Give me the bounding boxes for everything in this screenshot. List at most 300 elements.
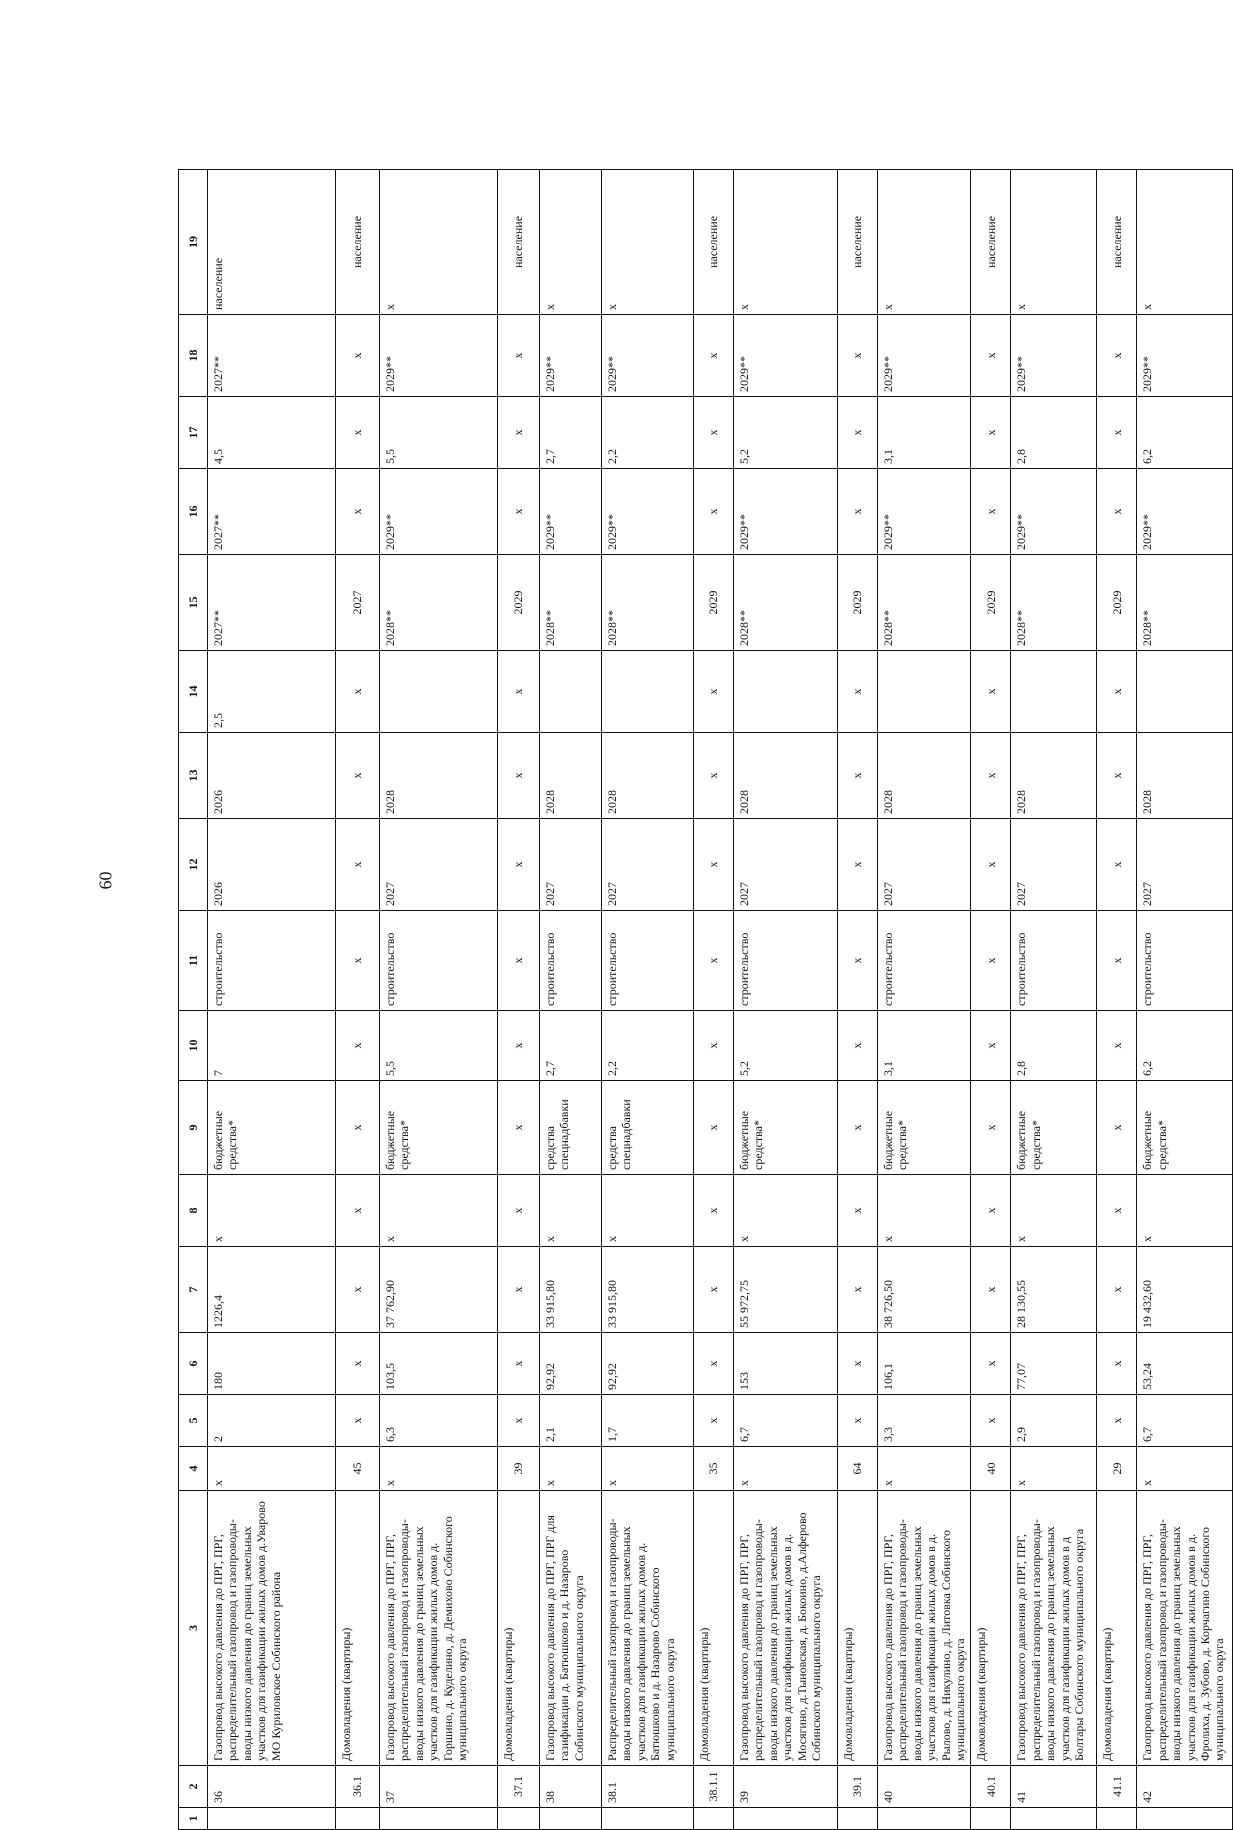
table-cell: x xyxy=(694,1011,734,1081)
table-cell: x xyxy=(971,911,1011,1011)
table-cell: 42 xyxy=(1137,1766,1233,1808)
table-cell: 2029** xyxy=(540,469,602,555)
table-cell: x xyxy=(336,469,380,555)
table-cell: 2028 xyxy=(1011,733,1097,819)
table-cell: 2029** xyxy=(734,469,838,555)
table-cell: 6,7 xyxy=(734,1395,838,1447)
table-cell xyxy=(1011,651,1097,733)
table-cell: x xyxy=(498,1247,540,1333)
table-row xyxy=(602,170,694,1830)
table-cell xyxy=(498,1808,540,1830)
table-cell: x xyxy=(498,469,540,555)
table-cell: x xyxy=(838,1395,878,1447)
table-cell: x xyxy=(694,651,734,733)
table-cell: 55 972,75 xyxy=(734,1247,838,1333)
table-cell: x xyxy=(694,1247,734,1333)
table-cell: x xyxy=(498,651,540,733)
table-cell: x xyxy=(1137,1175,1233,1247)
table-cell: 2,8 xyxy=(1011,1011,1097,1081)
table-cell xyxy=(878,1808,971,1830)
table-cell: x xyxy=(734,1175,838,1247)
table-cell: строительство xyxy=(380,911,498,1011)
table-cell: 2027 xyxy=(1011,819,1097,911)
header-cell-2: 2 xyxy=(179,1766,208,1808)
table-cell: x xyxy=(498,819,540,911)
table-cell: 2028** xyxy=(602,555,694,651)
table-cell: 38 726,50 xyxy=(878,1247,971,1333)
table-cell: x xyxy=(380,170,498,315)
table-row xyxy=(540,170,602,1830)
table-cell: 2029** xyxy=(380,315,498,397)
header-cell-1: 1 xyxy=(179,1808,208,1830)
header-cell-19: 19 xyxy=(179,170,208,315)
table-cell: x xyxy=(694,1333,734,1395)
table-cell: x xyxy=(694,733,734,819)
table-cell: x xyxy=(1097,1333,1137,1395)
table-cell: 2,5 xyxy=(208,651,336,733)
table-cell xyxy=(1137,1808,1233,1830)
table-cell: x xyxy=(838,1011,878,1081)
header-cell-15: 15 xyxy=(179,555,208,651)
table-cell: x xyxy=(878,170,971,315)
table-row xyxy=(694,170,734,1830)
table-cell: 5,2 xyxy=(734,397,838,469)
table-cell: x xyxy=(498,315,540,397)
table-cell xyxy=(602,651,694,733)
table-cell: 6,7 xyxy=(1137,1395,1233,1447)
table-cell: население xyxy=(1097,170,1137,315)
table-cell: x xyxy=(838,1175,878,1247)
table-cell: 28 130,55 xyxy=(1011,1247,1097,1333)
table-body xyxy=(179,170,1233,1830)
table-cell: 29 xyxy=(1097,1447,1137,1491)
table-cell: 2029** xyxy=(540,315,602,397)
table-cell: x xyxy=(1097,1081,1137,1175)
header-cell-3: 3 xyxy=(179,1491,208,1766)
table-cell: 2026 xyxy=(208,819,336,911)
table-cell: население xyxy=(498,170,540,315)
table-cell: 2028** xyxy=(734,555,838,651)
table-cell: население xyxy=(336,170,380,315)
table-cell: x xyxy=(694,315,734,397)
header-cell-8: 8 xyxy=(179,1175,208,1247)
table-cell: 4,5 xyxy=(208,397,336,469)
table-row xyxy=(878,170,971,1830)
table-cell: 35 xyxy=(694,1447,734,1491)
table-cell: 3,1 xyxy=(878,397,971,469)
table-cell: Домовладения (квартиры) xyxy=(838,1491,878,1766)
table-cell xyxy=(878,651,971,733)
table-cell: 2,1 xyxy=(540,1395,602,1447)
header-cell-11: 11 xyxy=(179,911,208,1011)
table-cell: x xyxy=(1011,1447,1097,1491)
table-cell xyxy=(380,1808,498,1830)
table-cell: бюджетные средства* xyxy=(878,1081,971,1175)
table-cell: 39 xyxy=(734,1766,838,1808)
table-cell: строительство xyxy=(602,911,694,1011)
table-cell: x xyxy=(1097,469,1137,555)
table-cell: население xyxy=(694,170,734,315)
table-cell: 7 xyxy=(208,1011,336,1081)
table-cell: 2029** xyxy=(878,315,971,397)
table-cell: x xyxy=(336,1011,380,1081)
table-cell: 2027 xyxy=(734,819,838,911)
table-cell: x xyxy=(540,170,602,315)
table-cell: x xyxy=(838,1081,878,1175)
table-row xyxy=(380,170,498,1830)
table-cell: Домовладения (квартиры) xyxy=(1097,1491,1137,1766)
table-cell: x xyxy=(838,651,878,733)
table-cell: x xyxy=(1137,170,1233,315)
table-cell: x xyxy=(694,469,734,555)
header-cell-16: 16 xyxy=(179,469,208,555)
table-cell: x xyxy=(498,733,540,819)
table-cell: x xyxy=(694,397,734,469)
header-row xyxy=(179,170,208,1830)
table-cell xyxy=(336,1808,380,1830)
table-cell: x xyxy=(380,1447,498,1491)
table-cell: x xyxy=(694,911,734,1011)
table-cell: строительство xyxy=(208,911,336,1011)
table-cell: x xyxy=(498,1011,540,1081)
table-cell xyxy=(734,651,838,733)
table-cell: 37 762,90 xyxy=(380,1247,498,1333)
table-cell: x xyxy=(971,469,1011,555)
table-cell: 2028** xyxy=(878,555,971,651)
table-cell: x xyxy=(838,315,878,397)
table-cell: x xyxy=(540,1447,602,1491)
table-cell: x xyxy=(1097,819,1137,911)
header-cell-17: 17 xyxy=(179,397,208,469)
table-cell: 103,5 xyxy=(380,1333,498,1395)
table-cell: 36.1 xyxy=(336,1766,380,1808)
table-cell: 2028 xyxy=(602,733,694,819)
table-cell xyxy=(1011,1808,1097,1830)
table-cell: 2029 xyxy=(838,555,878,651)
table-cell: 33 915,80 xyxy=(540,1247,602,1333)
header-cell-10: 10 xyxy=(179,1011,208,1081)
table-cell: строительство xyxy=(540,911,602,1011)
table-cell: x xyxy=(838,819,878,911)
table-cell: 92,92 xyxy=(540,1333,602,1395)
table-cell: x xyxy=(336,1081,380,1175)
table-cell: 2027** xyxy=(208,469,336,555)
table-cell: x xyxy=(1097,733,1137,819)
table-cell: 2028 xyxy=(380,733,498,819)
table-cell: 39.1 xyxy=(838,1766,878,1808)
table-cell: 40 xyxy=(971,1447,1011,1491)
table-cell: 2029** xyxy=(1137,315,1233,397)
table-cell: x xyxy=(498,397,540,469)
table-row xyxy=(1137,170,1233,1830)
table-cell xyxy=(380,651,498,733)
table-cell: x xyxy=(540,1175,602,1247)
table-cell: 37.1 xyxy=(498,1766,540,1808)
table-cell: 2029** xyxy=(602,315,694,397)
table-cell: 2029** xyxy=(602,469,694,555)
table-cell: 2,8 xyxy=(1011,397,1097,469)
table-cell: x xyxy=(336,911,380,1011)
table-cell: 2027 xyxy=(380,819,498,911)
table-cell: 38.1 xyxy=(602,1766,694,1808)
table-cell: 2027 xyxy=(602,819,694,911)
table-cell: 2029** xyxy=(734,315,838,397)
table-cell: Газопровод высокого давления до ПРГ, ПРГ, распределительный газопровод и газопроводы-вводы низкого давления до границ земельных участков для газификации жилых домов д. Горшино, д. Куделино, д. Демихово Собинского муниципального округа xyxy=(380,1491,498,1766)
table-cell: 5,5 xyxy=(380,1011,498,1081)
table-cell: 2027 xyxy=(878,819,971,911)
table-cell: 2029** xyxy=(1011,469,1097,555)
table-cell: x xyxy=(336,651,380,733)
table-cell: бюджетные средства* xyxy=(1137,1081,1233,1175)
table-cell: 39 xyxy=(498,1447,540,1491)
table-cell: бюджетные средства* xyxy=(380,1081,498,1175)
table-cell: 64 xyxy=(838,1447,878,1491)
table-cell: 2029 xyxy=(971,555,1011,651)
table-cell: x xyxy=(838,733,878,819)
table-cell: население xyxy=(838,170,878,315)
rotated-table-wrapper xyxy=(178,170,1227,1830)
table-cell: x xyxy=(734,170,838,315)
table-cell: 2,2 xyxy=(602,1011,694,1081)
table-cell: строительство xyxy=(878,911,971,1011)
table-row xyxy=(1097,170,1137,1830)
table-cell: x xyxy=(602,1447,694,1491)
table-cell: x xyxy=(971,733,1011,819)
page-number: 60 xyxy=(95,871,116,890)
table-cell: 3,3 xyxy=(878,1395,971,1447)
table-row xyxy=(208,170,336,1830)
table-cell: x xyxy=(694,819,734,911)
table-cell: 5,5 xyxy=(380,397,498,469)
table-cell: x xyxy=(336,819,380,911)
table-cell: 37 xyxy=(380,1766,498,1808)
table-cell: 2028** xyxy=(1137,555,1233,651)
table-cell: x xyxy=(971,1011,1011,1081)
table-cell: x xyxy=(208,1175,336,1247)
table-cell: 2028 xyxy=(734,733,838,819)
table-cell: 1226,4 xyxy=(208,1247,336,1333)
table-cell: x xyxy=(336,1333,380,1395)
header-cell-5: 5 xyxy=(179,1395,208,1447)
table-cell: x xyxy=(971,315,1011,397)
gasification-table xyxy=(178,169,1233,1830)
table-row xyxy=(971,170,1011,1830)
table-cell: Газопровод высокого давления до ПРГ, ПРГ, распределительный газопровод и газопроводы-вводы низкого давления до границ земельных участков для газификации жилых домов в д. Фролиха, д. Зубово, д. Корчагино Собинского муниципального округа xyxy=(1137,1491,1233,1766)
table-cell: x xyxy=(971,819,1011,911)
table-cell: Газопровод высокого давления до ПРГ, ПРГ, распределительный газопровод и газопроводы-вводы низкого давления до границ земельных участков для газификации жилых домов в д Болтары Собинского муниципального округа xyxy=(1011,1491,1097,1766)
table-cell: 53,24 xyxy=(1137,1333,1233,1395)
table-cell: x xyxy=(336,733,380,819)
table-cell: строительство xyxy=(1137,911,1233,1011)
table-cell: 40 xyxy=(878,1766,971,1808)
table-cell: 45 xyxy=(336,1447,380,1491)
table-cell: 5,2 xyxy=(734,1011,838,1081)
table-cell: 2029 xyxy=(1097,555,1137,651)
table-cell: 19 432,60 xyxy=(1137,1247,1233,1333)
table-cell: x xyxy=(971,651,1011,733)
table-cell: 2026 xyxy=(208,733,336,819)
header-cell-4: 4 xyxy=(179,1447,208,1491)
table-row xyxy=(498,170,540,1830)
table-cell: средства спецнадбавки xyxy=(540,1081,602,1175)
table-cell: x xyxy=(838,397,878,469)
table-cell: 41 xyxy=(1011,1766,1097,1808)
table-cell: x xyxy=(1097,911,1137,1011)
table-cell: 2029** xyxy=(878,469,971,555)
table-cell: 2028 xyxy=(540,733,602,819)
table-cell: 3,1 xyxy=(878,1011,971,1081)
table-cell: 2029 xyxy=(694,555,734,651)
table-cell xyxy=(540,651,602,733)
table-cell: x xyxy=(838,1333,878,1395)
header-cell-18: 18 xyxy=(179,315,208,397)
table-row xyxy=(1011,170,1097,1830)
header-cell-7: 7 xyxy=(179,1247,208,1333)
table-cell: 92,92 xyxy=(602,1333,694,1395)
table-cell: x xyxy=(971,1175,1011,1247)
table-cell: 153 xyxy=(734,1333,838,1395)
table-cell: x xyxy=(336,1175,380,1247)
header-cell-6: 6 xyxy=(179,1333,208,1395)
table-cell: 2027 xyxy=(1137,819,1233,911)
table-cell: x xyxy=(971,1247,1011,1333)
table-cell: бюджетные средства* xyxy=(208,1081,336,1175)
table-cell: x xyxy=(380,1175,498,1247)
table-cell: Газопровод высокого давления до ПРГ, ПРГ, распределительный газопровод и газопроводы-вводы низкого давления до границ земельных участков для газификации жилых домов в д. Рылово, д. Никулино, д. Литовка Собинского муниципального округа xyxy=(878,1491,971,1766)
table-cell: x xyxy=(498,911,540,1011)
table-cell xyxy=(1097,1808,1137,1830)
table-cell: 77,07 xyxy=(1011,1333,1097,1395)
table-cell: x xyxy=(971,397,1011,469)
table-cell: 2028** xyxy=(380,555,498,651)
table-cell: 2 xyxy=(208,1395,336,1447)
table-cell: население xyxy=(208,170,336,315)
table-cell: 2027** xyxy=(208,555,336,651)
table-cell: 41.1 xyxy=(1097,1766,1137,1808)
table-cell xyxy=(734,1808,838,1830)
table-cell: 33 915,80 xyxy=(602,1247,694,1333)
table-cell xyxy=(971,1808,1011,1830)
table-cell: средства спецнадбавки xyxy=(602,1081,694,1175)
table-cell: Газопровод высокого давления до ПРГ, ПРГ, распределительный газопровод и газопроводы-вводы низкого давления до границ земельных участков для газификации жилых домов в д. Мосягино, д.Тыновская, д. Бокоино, д.Алферово Собинского муниципального округа xyxy=(734,1491,838,1766)
table-cell: бюджетные средства* xyxy=(1011,1081,1097,1175)
table-cell: x xyxy=(838,469,878,555)
table-cell: x xyxy=(602,170,694,315)
table-cell: 2,7 xyxy=(540,397,602,469)
table-cell: Домовладения (квартиры) xyxy=(336,1491,380,1766)
table-cell: x xyxy=(1097,1247,1137,1333)
table-cell: 2027** xyxy=(208,315,336,397)
table-cell: 106,1 xyxy=(878,1333,971,1395)
table-cell: 2,2 xyxy=(602,397,694,469)
table-cell: x xyxy=(336,1247,380,1333)
table-cell: 2029** xyxy=(1011,315,1097,397)
table-cell: строительство xyxy=(1011,911,1097,1011)
table-cell: 38.1.1 xyxy=(694,1766,734,1808)
table-cell: 2029 xyxy=(498,555,540,651)
table-cell: x xyxy=(498,1333,540,1395)
table-cell: x xyxy=(336,315,380,397)
table-cell: x xyxy=(208,1447,336,1491)
table-cell: x xyxy=(971,1333,1011,1395)
table-cell: Домовладения (квартиры) xyxy=(971,1491,1011,1766)
table-cell: 2028** xyxy=(1011,555,1097,651)
table-cell xyxy=(838,1808,878,1830)
table-row xyxy=(734,170,838,1830)
table-cell: x xyxy=(1011,1175,1097,1247)
table-cell: Распределительный газопровод и газопроводы-вводы низкого давления до границ земельных участков для газификации жилых домов д. Батюшково и д. Назарово Собинского муниципального округа xyxy=(602,1491,694,1766)
table-cell: 6,2 xyxy=(1137,397,1233,469)
table-cell: 2,7 xyxy=(540,1011,602,1081)
table-cell: 180 xyxy=(208,1333,336,1395)
header-cell-9: 9 xyxy=(179,1081,208,1175)
table-cell: 6,3 xyxy=(380,1395,498,1447)
table-cell: Газопровод высокого давления до ПРГ, ПРГ, распределительный газопровод и газопроводы-вводы низкого давления до границ земельных участков для газификации жилых домов д.Уварово МО Куриловское Собинского района xyxy=(208,1491,336,1766)
table-cell: x xyxy=(1097,397,1137,469)
table-cell: x xyxy=(971,1395,1011,1447)
table-cell xyxy=(540,1808,602,1830)
table-cell: 2028 xyxy=(878,733,971,819)
table-cell: x xyxy=(602,1175,694,1247)
header-cell-14: 14 xyxy=(179,651,208,733)
table-cell: x xyxy=(878,1447,971,1491)
header-cell-12: 12 xyxy=(179,819,208,911)
table-cell: x xyxy=(1137,1447,1233,1491)
table-cell: 38 xyxy=(540,1766,602,1808)
table-cell: x xyxy=(971,1081,1011,1175)
table-cell: x xyxy=(1011,170,1097,315)
table-cell: 36 xyxy=(208,1766,336,1808)
table-cell: 6,2 xyxy=(1137,1011,1233,1081)
table-cell: 2028** xyxy=(540,555,602,651)
table-cell: x xyxy=(1097,651,1137,733)
table-cell: x xyxy=(838,1247,878,1333)
table-cell: Газопровод высокого давления до ПРГ, ПРГ для газификации д. Батюшково и д. Назарово Собинского муниципального округа xyxy=(540,1491,602,1766)
table-cell: x xyxy=(694,1175,734,1247)
table-cell: x xyxy=(878,1175,971,1247)
table-cell: 2027 xyxy=(336,555,380,651)
table-cell: x xyxy=(336,397,380,469)
table-cell: x xyxy=(734,1447,838,1491)
table-cell: x xyxy=(1097,1011,1137,1081)
table-cell: 40.1 xyxy=(971,1766,1011,1808)
table-cell: x xyxy=(498,1081,540,1175)
table-cell: x xyxy=(1097,315,1137,397)
table-cell: x xyxy=(1097,1175,1137,1247)
table-cell xyxy=(694,1808,734,1830)
table-cell xyxy=(602,1808,694,1830)
table-cell: x xyxy=(336,1395,380,1447)
table-cell: 2029** xyxy=(380,469,498,555)
table-cell: x xyxy=(694,1395,734,1447)
table-cell: 2,9 xyxy=(1011,1395,1097,1447)
table-cell: x xyxy=(498,1395,540,1447)
table-cell: население xyxy=(971,170,1011,315)
table-row xyxy=(838,170,878,1830)
header-cell-13: 13 xyxy=(179,733,208,819)
table-cell: 1,7 xyxy=(602,1395,694,1447)
table-cell: x xyxy=(694,1081,734,1175)
table-cell: Домовладения (квартиры) xyxy=(694,1491,734,1766)
table-cell xyxy=(1137,651,1233,733)
table-cell: Домовладения (квартиры) xyxy=(498,1491,540,1766)
table-cell: x xyxy=(1097,1395,1137,1447)
table-cell: бюджетные средства* xyxy=(734,1081,838,1175)
table-cell: x xyxy=(498,1175,540,1247)
table-cell: 2027 xyxy=(540,819,602,911)
table-cell: x xyxy=(838,911,878,1011)
table-cell: 2028 xyxy=(1137,733,1233,819)
